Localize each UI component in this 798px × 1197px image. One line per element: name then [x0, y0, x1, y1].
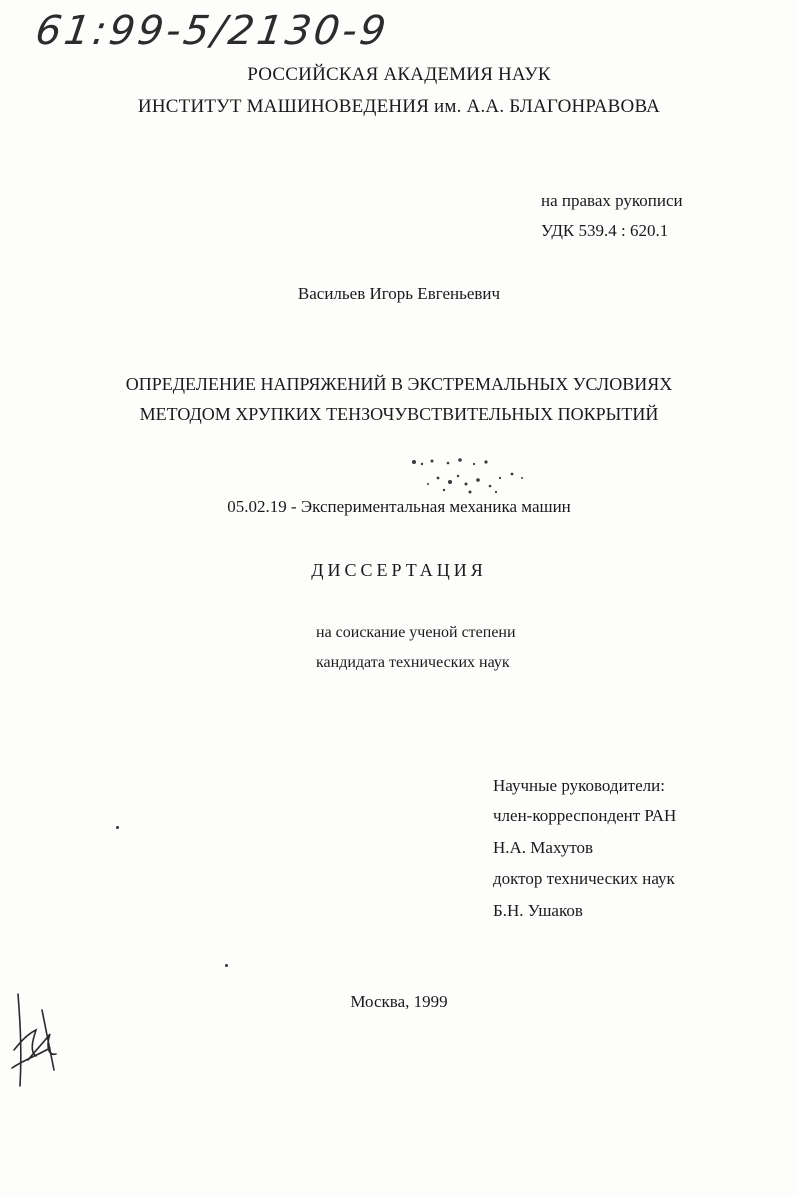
degree-line-2: кандидата технических наук [316, 654, 510, 671]
udk-code: УДК 539.4 : 620.1 [541, 221, 669, 240]
document-type: ДИССЕРТАЦИЯ [311, 560, 487, 580]
advisor-2-name: Б.Н. Ушаков [493, 901, 583, 920]
advisor-1-rank: член-корреспондент РАН [493, 806, 677, 825]
ink-smudge-mark [408, 454, 532, 502]
specialty-code: 05.02.19 - Экспериментальная механика машин [227, 497, 571, 516]
scan-speck [116, 826, 119, 829]
degree-line-1: на соискание ученой степени [316, 624, 516, 641]
manuscript-rights-note: на правах рукописи [541, 191, 683, 210]
advisor-1-name: Н.А. Махутов [493, 838, 594, 857]
dissertation-title-line-1: ОПРЕДЕЛЕНИЕ НАПРЯЖЕНИЙ В ЭКСТРЕМАЛЬНЫХ УСЛОВИЯХ [125, 374, 673, 394]
advisors-heading: Научные руководители: [493, 776, 665, 795]
city-and-year: Москва, 1999 [350, 992, 448, 1011]
handwritten-signature [6, 990, 62, 1090]
scan-speck [225, 964, 228, 967]
academy-name: РОССИЙСКАЯ АКАДЕМИЯ НАУК [247, 64, 551, 85]
advisor-2-rank: доктор технических наук [493, 869, 675, 888]
institute-name: ИНСТИТУТ МАШИНОВЕДЕНИЯ им. А.А. БЛАГОНРАВОВА [137, 96, 661, 117]
dissertation-title-line-2: МЕТОДОМ ХРУПКИХ ТЕНЗОЧУВСТВИТЕЛЬНЫХ ПОКРЫТИЙ [139, 404, 659, 424]
author-name: Васильев Игорь Евгеньевич [297, 284, 501, 303]
handwritten-catalog-number: 61:99-5/2130-9 [32, 8, 392, 54]
